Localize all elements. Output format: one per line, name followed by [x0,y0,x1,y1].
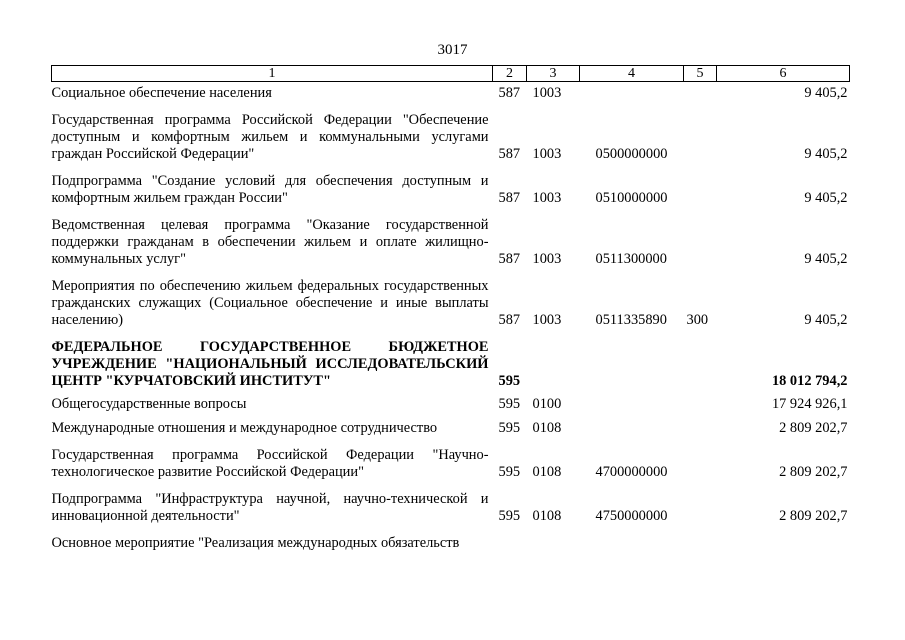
row-name: Общегосударственные вопросы [51,396,247,412]
row-ved-code: 595 [498,420,521,436]
row-spacer [52,207,850,217]
table-row [52,339,850,390]
row-section-code: 0100 [532,396,562,412]
row-amount: 9 405,2 [804,190,848,206]
row-target-code [580,535,684,552]
table-row [52,278,850,329]
row-expense-type [684,82,717,103]
row-section-code: 1003 [532,146,562,162]
row-target-code [580,82,684,103]
row-spacer [52,437,850,447]
row-spacer [52,329,850,339]
row-expense-type [684,339,717,390]
row-spacer [52,525,850,535]
row-amount: 9 405,2 [804,85,848,101]
row-name: Государственная программа Российской Федерации "Обеспечение доступным и комфортным жильем и коммунальными услугами граждан Российской Федерации" [51,112,489,162]
row-ved-code: 587 [498,85,521,101]
row-amount: 9 405,2 [804,312,848,328]
row-name: Подпрограмма "Создание условий для обеспечения доступным и комфортным жильем граждан России" [51,173,489,206]
table-row [52,535,850,552]
row-name: Мероприятия по обеспечению жильем федеральных государственных гражданских служащих (Социальное обеспечение и иные выплаты населению) [51,278,489,328]
row-name: ФЕДЕРАЛЬНОЕ ГОСУДАРСТВЕННОЕ БЮДЖЕТНОЕ УЧРЕЖДЕНИЕ "НАЦИОНАЛЬНЫЙ ИССЛЕДОВАТЕЛЬСКИЙ ЦЕНТР "КУРЧАТОВСКИЙ ИНСТИТУТ" [51,339,489,389]
row-amount: 9 405,2 [804,146,848,162]
row-amount: 2 809 202,7 [779,464,848,480]
table-row [52,173,850,207]
row-target-code: 0511335890 [595,312,667,328]
row-ved-code: 587 [498,251,521,267]
row-section-code [527,535,580,552]
page-number: 3017 [437,42,468,58]
spacer-cell [52,437,850,447]
row-section-code: 1003 [532,251,562,267]
table-row [52,447,850,481]
table-header [52,66,850,82]
row-ved-code: 595 [498,464,521,480]
row-target-code [580,339,684,390]
row-ved-code: 587 [498,190,521,206]
row-name: Государственная программа Российской Федерации "Научно-технологическое развитие Российской Федерации" [51,447,489,480]
row-ved-code: 595 [498,396,521,412]
row-target-code [580,396,684,413]
row-section-code: 0108 [532,464,562,480]
row-name: Ведомственная целевая программа "Оказание государственной поддержки гражданам в обеспечении жильем и оплате жилищно-коммунальных услуг" [51,217,489,267]
row-expense-type [684,535,717,552]
table-row [52,112,850,163]
row-expense-type: 300 [686,312,709,328]
spacer-cell [52,413,850,420]
spacer-cell [52,268,850,278]
row-expense-type [684,112,717,163]
header-col-3: 3 [527,66,580,82]
row-section-code: 1003 [532,85,562,101]
row-ved-code: 595 [498,373,521,389]
spacer-cell [52,329,850,339]
table-row [52,491,850,525]
row-target-code: 0510000000 [595,190,668,206]
row-expense-type [684,491,717,525]
row-amount: 2 809 202,7 [779,508,848,524]
header-col-4: 4 [580,66,684,82]
row-section-code: 0108 [532,508,562,524]
row-target-code: 4750000000 [595,508,668,524]
row-spacer [52,413,850,420]
row-expense-type [684,173,717,207]
row-spacer [52,102,850,112]
row-ved-code: 587 [498,312,521,328]
row-expense-type [684,217,717,268]
row-amount: 18 012 794,2 [771,373,848,389]
header-col-5: 5 [684,66,717,82]
spacer-cell [52,163,850,173]
table-row [52,217,850,268]
row-expense-type [684,420,717,437]
row-spacer [52,481,850,491]
budget-table [51,65,850,552]
row-amount: 9 405,2 [804,251,848,267]
row-target-code: 0511300000 [595,251,667,267]
spacer-cell [52,207,850,217]
row-expense-type [684,447,717,481]
header-col-6: 6 [717,66,850,82]
row-amount: 17 924 926,1 [771,396,848,412]
row-name: Основное мероприятие "Реализация международных обязательств [51,535,460,551]
header-col-1: 1 [52,66,493,82]
row-amount: 2 809 202,7 [779,420,848,436]
row-ved-code: 587 [498,146,521,162]
spacer-cell [52,525,850,535]
spacer-cell [52,481,850,491]
row-ved-code: 595 [498,508,521,524]
row-spacer [52,163,850,173]
row-name: Подпрограмма "Инфраструктура научной, научно-технической и инновационной деятельности" [51,491,489,524]
row-amount [717,535,850,552]
header-col-2: 2 [493,66,527,82]
row-spacer [52,268,850,278]
table-row [52,420,850,437]
spacer-cell [52,102,850,112]
row-section-code: 0108 [532,420,562,436]
row-section-code [527,339,580,390]
table-body [52,82,850,553]
table-row [52,82,850,103]
row-target-code: 4700000000 [595,464,668,480]
row-section-code: 1003 [532,312,562,328]
row-target-code [580,420,684,437]
row-name: Международные отношения и международное сотрудничество [51,420,438,436]
row-target-code: 0500000000 [595,146,668,162]
row-ved-code [493,535,527,552]
row-expense-type [684,396,717,413]
table-row [52,396,850,413]
row-name: Социальное обеспечение населения [51,85,272,101]
row-section-code: 1003 [532,190,562,206]
